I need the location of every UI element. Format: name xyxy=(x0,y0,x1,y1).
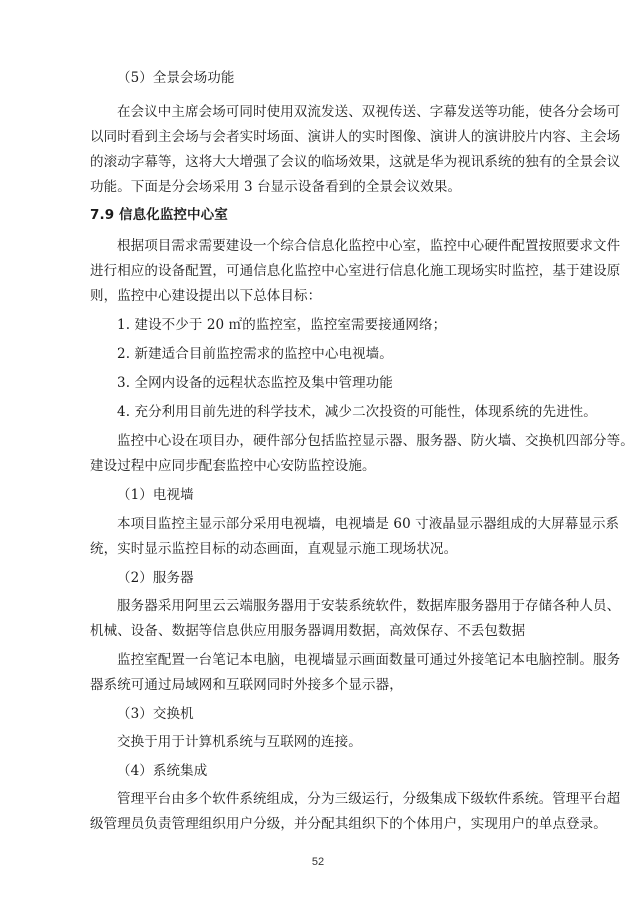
goal-item-2: 2. 新建适合目前监控需求的监控中心电视墙。 xyxy=(117,346,393,362)
paragraph-line: 则，监控中心建设提出以下总体目标： xyxy=(90,288,322,304)
goal-item-3: 3. 全网内设备的远程状态监控及集中管理功能 xyxy=(117,375,393,391)
paragraph-line: 服务器采用阿里云云端服务器用于安装系统软件，数据库服务器用于存储各种人员、 xyxy=(117,598,621,614)
paragraph-line: 器系统可通过局域网和互联网同时外接多个显示器， xyxy=(90,677,403,693)
subsection-title-panoramic: （5）全景会场功能 xyxy=(117,70,235,86)
subsection-title-switch: （3）交换机 xyxy=(117,706,194,722)
paragraph-line: 管理平台由多个软件系统组成，分为三级运行，分级集成下级软件系统。管理平台超 xyxy=(117,791,621,807)
paragraph-line: 级管理员负责管理组织用户分级，并分配其组织下的个体用户，实现用户的单点登录。 xyxy=(90,816,607,832)
paragraph-line: 本项目监控主显示部分采用电视墙，电视墙是 60 寸液晶显示器组成的大屏幕显示系 xyxy=(117,516,620,532)
paragraph-line: 功能。下面是分会场采用 3 台显示设备看到的全景会议效果。 xyxy=(90,179,462,195)
paragraph-line: 监控室配置一台笔记本电脑，电视墙显示画面数量可通过外接笔记本电脑控制。服务 xyxy=(117,652,621,668)
goal-item-1: 1. 建设不少于 20 ㎡的监控室，监控室需要接通网络； xyxy=(117,317,447,333)
paragraph-line: 建设过程中应同步配套监控中心安防监控设施。 xyxy=(90,458,376,474)
paragraph-line: 的滚动字幕等，这将大大增强了会议的临场效果，这就是华为视讯系统的独有的全景会议 xyxy=(90,154,621,170)
paragraph-line: 机械、设备、数据等信息供应用服务器调用数据，高效保存、不丢包数据 xyxy=(90,623,526,639)
paragraph-line: 进行相应的设备配置，可通信息化监控中心室进行信息化施工现场实时监控，基于建设原 xyxy=(90,263,621,279)
paragraph-line: 在会议中主席会场可同时使用双流发送、双视传送、字幕发送等功能，使各分会场可 xyxy=(117,104,621,120)
paragraph-line: 以同时看到主会场与会者实时场面、演讲人的实时图像、演讲人的演讲胶片内容、主会场 xyxy=(90,129,621,145)
subsection-title-tv-wall: （1）电视墙 xyxy=(117,487,194,503)
section-heading: 7.9 信息化监控中心室 xyxy=(90,207,228,223)
paragraph-line: 统，实时显示监控目标的动态画面，直观显示施工现场状况。 xyxy=(90,541,458,557)
paragraph-line: 根据项目需求需要建设一个综合信息化监控中心室，监控中心硬件配置按照要求文件 xyxy=(117,238,621,254)
paragraph-line: 监控中心设在项目办，硬件部分包括监控显示器、服务器、防火墙、交换机四部分等。 xyxy=(117,433,634,449)
subsection-title-server: （2）服务器 xyxy=(117,570,194,586)
page-number: 52 xyxy=(311,856,325,868)
paragraph-line: 交换于用于计算机系统与互联网的连接。 xyxy=(117,734,362,750)
goal-item-4: 4. 充分利用目前先进的科学技术，减少二次投资的可能性，体现系统的先进性。 xyxy=(117,404,597,420)
subsection-title-integration: （4）系统集成 xyxy=(117,763,208,779)
